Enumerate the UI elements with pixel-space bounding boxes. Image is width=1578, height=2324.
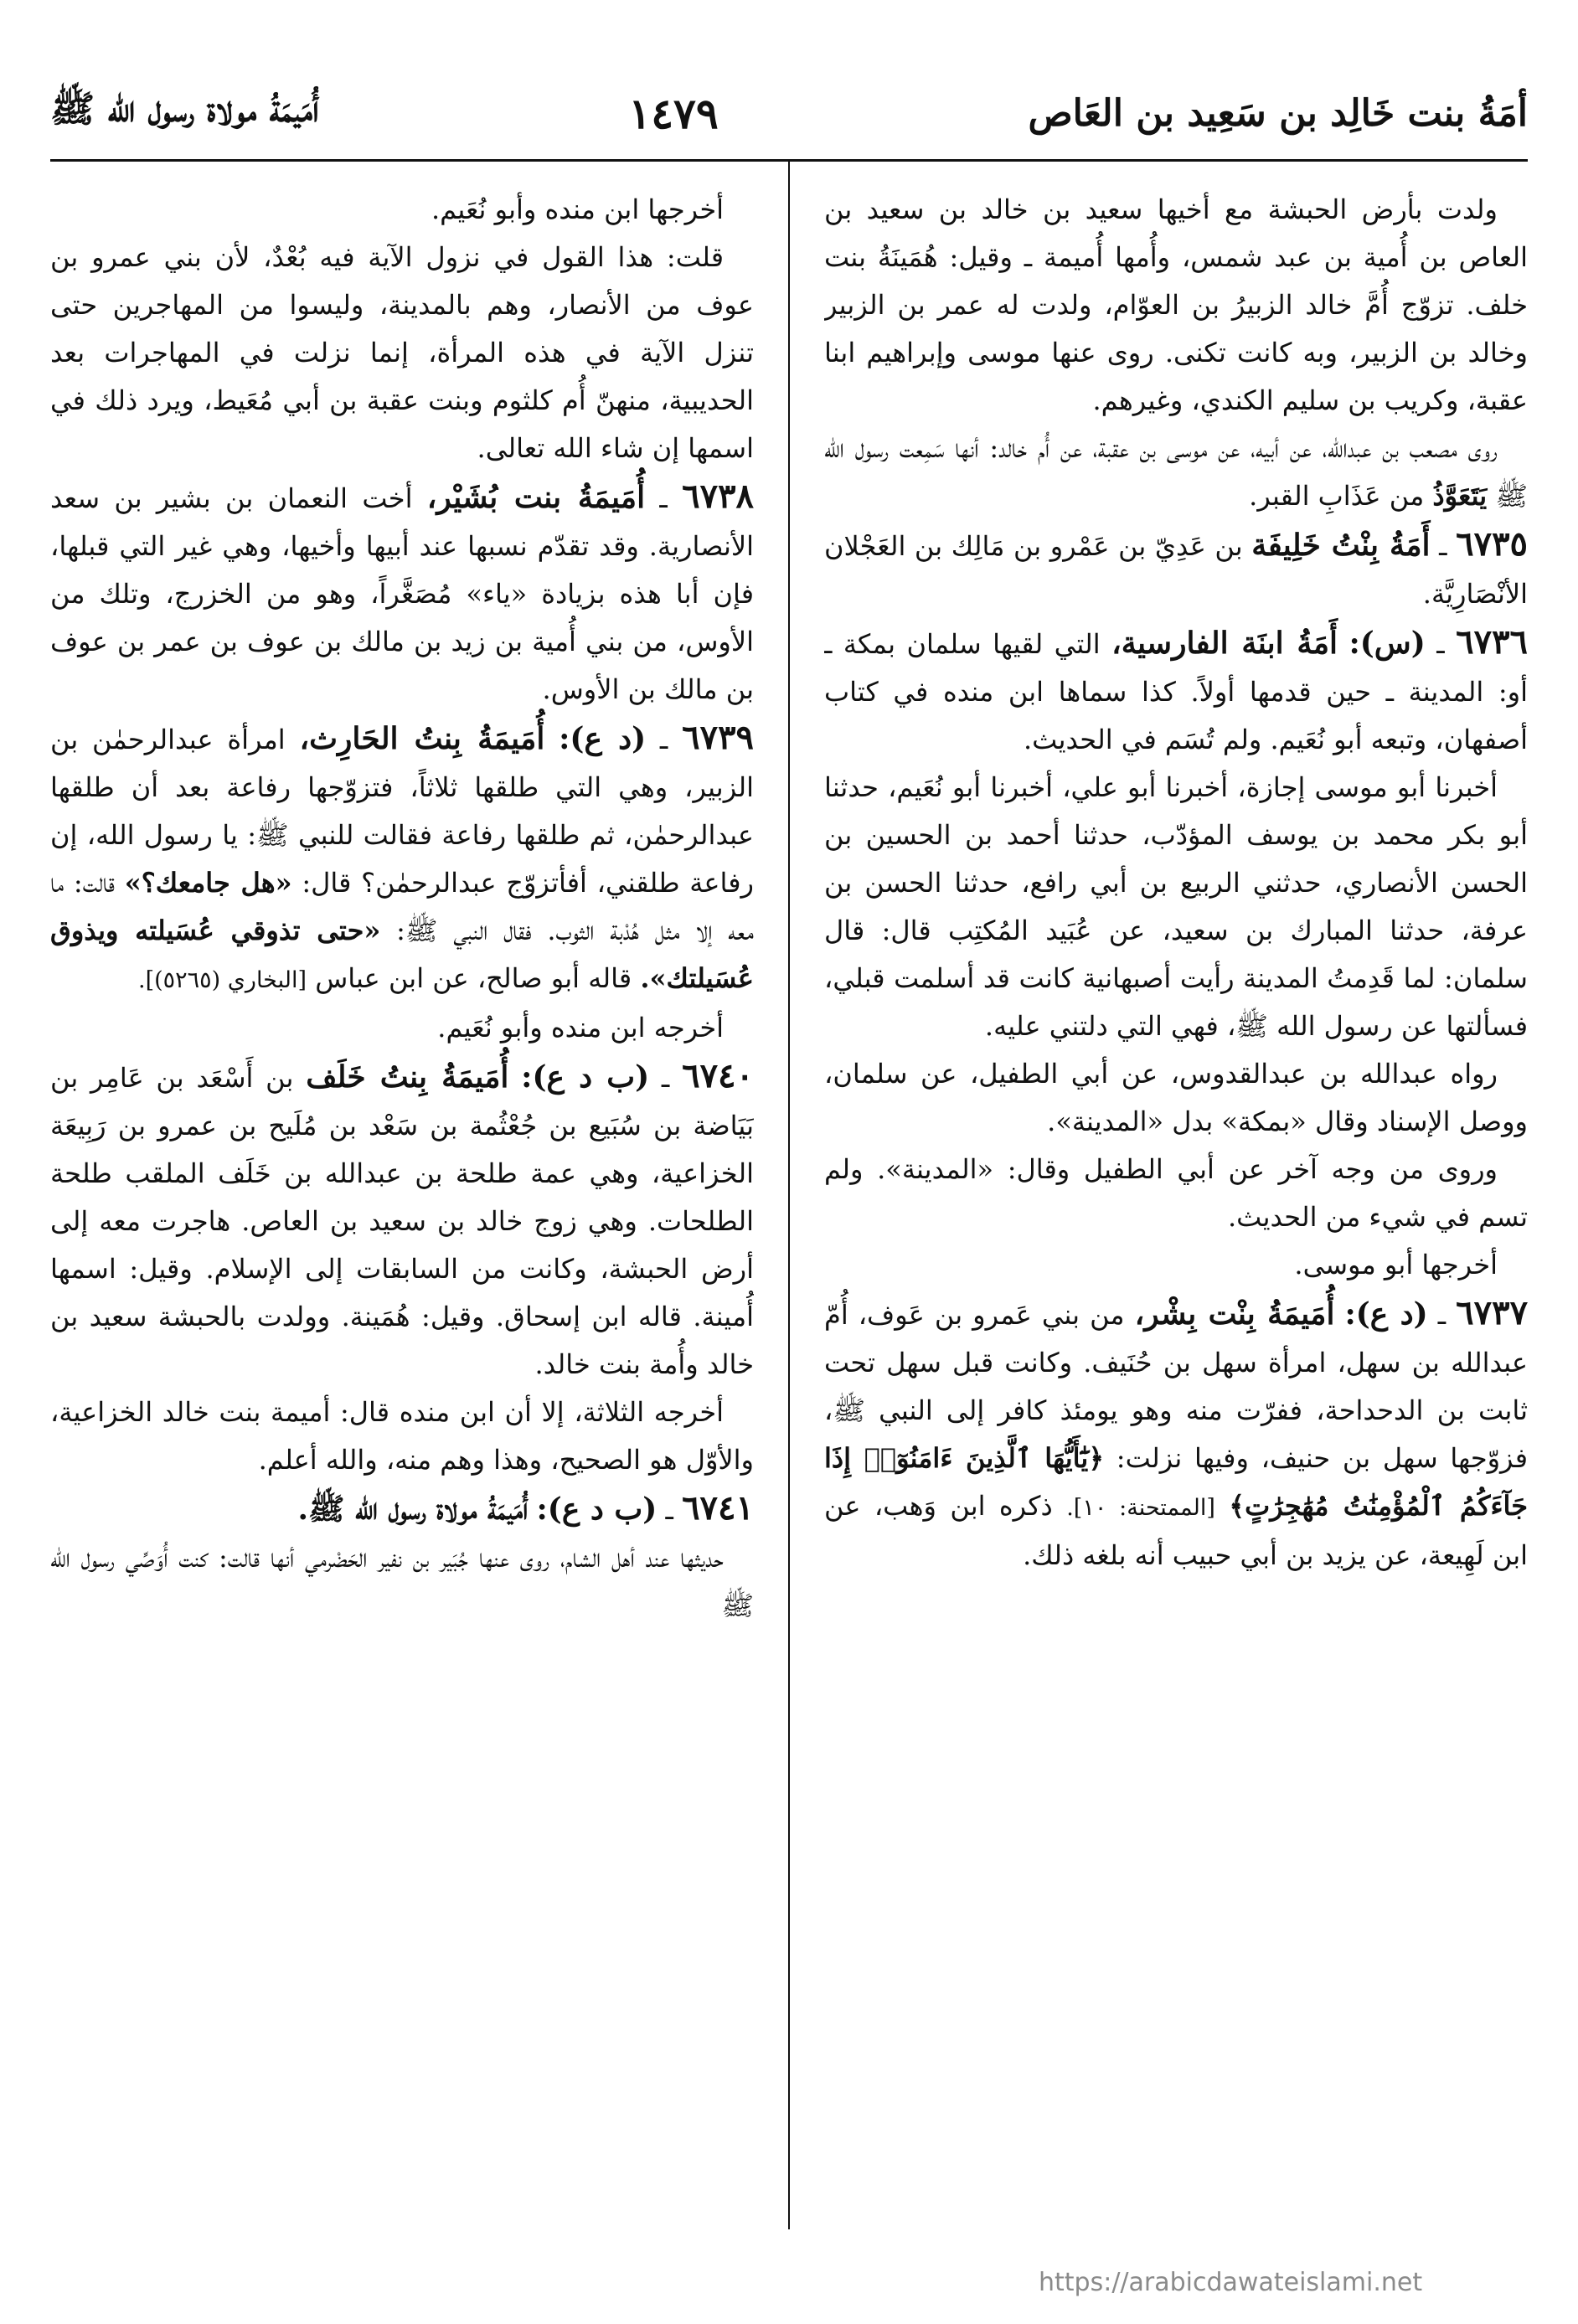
entry-text: قاله أبو صالح، عن ابن عباس [315,962,632,994]
hadith-reference: [البخاري (٥٢٦٥)]. [138,967,307,993]
paragraph: أخبرنا أبو موسى إجازة، أخبرنا أبو علي، أخبرنا أبو نُعَيم، حدثنا أبو بكر محمد بن يوسف المؤدّب، حدثنا أحمد بن الحسين بن الحسن الأنصاري، حدثني الربيع بن أبي رافع، حدثنا الحسن بن عرفة، حدثنا المبارك بن سعيد، عن عُبَيد المُكتِب قال: قال سلمان: لما قَدِمتُ المدينة رأيت أصبهانية كانت قد أسلمت قبلي، فسألتها عن رسول الله ﷺ، فهي التي دلتني عليه. [824,771,1528,1042]
paragraph: قلت: هذا القول في نزول الآية فيه بُعْدٌ، لأن بني عمرو بن عوف من الأنصار، وهم بالمدينة، وليسوا من المهاجرين حتى تنزل الآية في هذه المرأة، إنما نزلت في المهاجرات بعد الحديبية، منهنّ أُم كلثوم وبنت عقبة بن أبي مُعَيط، ويرد ذلك في اسمها إن شاء الله تعالى. [50,241,754,464]
entry-number: ٦٧٣٥ [1456,524,1528,564]
hadith-word: يَتَعَوَّذُ [1432,480,1488,512]
entry-name: أَمَةُ ابنَة الفارسية، [1111,626,1338,661]
entry-name: أَمَةُ بِنْتُ خَلِيفَة [1251,528,1431,563]
entry-number: ٦٧٣٧ [1456,1293,1528,1332]
entry-name: أُمَيمَةُ بِنْت بِشْر، [1134,1296,1335,1332]
entry-name: أُمَيمَةُ مولاة رسول الله ﷺ. [297,1492,529,1527]
entry-text: بن أَسْعَد بن عَامِر بن بَيَاضة بن سُبَيع بن جُعْثُمة بن سَعْد بن مُلَيح بن عمرو بن رَبِيعَة الخزاعية، وهي عمة طلحة بن عبدالله بن خَلَف الملقب طلحة الطلحات. وهي زوج خالد بن سعيد بن العاص. هاجرت معه إلى أرض الحبشة، وكانت من السابقات إلى الإسلام. وقيل: اسمها أُمينة. قاله ابن إسحاق. وقيل: هُمَينة. وولدت بالحبشة سعيد بن خالد وأُمة بنت خالد. [50,1062,754,1380]
quran-verse: ﴿يَٰٓأَيُّهَا ٱلَّذِينَ ءَامَنُوٓا۟ إِذَا جَآءَكُمُ ٱلْمُؤْمِنَٰتُ مُهَٰجِرَٰتٍ﴾ [824,1442,1528,1522]
entry-number: ٦٧٣٩ [682,718,754,757]
entry-text: ذكره ابن وَهب، عن ابن لَهِيعة، عن يزيد بن أبي حبيب أنه بلغه ذلك. [824,1490,1528,1571]
entry-text: من بني عَمرو بن عَوف، أُمّ عبدالله بن سهل، امرأة سهل بن حُنَيف. وكانت قبل سهل تحت ثابت بن الدحداحة، ففرّت منه وهو يومئذ كافر إلى النبي ﷺ، فزوّجها سهل بن حنيف، وفيها نزلت: [824,1299,1528,1474]
verse-reference: [الممتحنة: ١٠]. [1066,1495,1215,1521]
entry-number: ٦٧٤٠ [682,1056,754,1095]
paragraph: ولدت بأرض الحبشة مع أخيها سعيد بن خالد بن سعيد بن العاص بن أُمية بن عبد شمس، وأُمها أُميمة ـ وقيل: هُمَينَةُ بنت خلف. تزوّج أُمَّ خالد الزبيرُ بن العوّام، ولدت له عمر بن الزبير وخالد بن الزبير، وبه كانت تكنى. روى عنها موسى وإبراهيم ابنا عقبة، وكريب بن سليم الكندي، وغيرهم. [824,193,1528,416]
entry-tag: (د ع): [1344,1296,1428,1332]
paragraph: أخرجه ابن منده وأبو نُعَيم. [437,1012,724,1043]
entry-number: ٦٧٣٨ [682,477,754,516]
hadith-quote: «هل جامعك؟» [124,867,292,899]
entry-6738: ٦٧٣٨ ـ أُمَيمَةُ بنت بُشَيْر، أخت النعمان بن بشير بن سعد الأنصارية. وقد تقدّم نسبها عند أبيها وأخيها، وهي غير التي قبلها، فإن أبا هذه بزيادة «ياء» مُصَغَّراً، وهو من الخزرج، وتلك من الأوس، من بني أُمية بن زيد بن مالك بن عوف بن عمر بن عوف بن مالك بن الأوس. [50,477,754,705]
entry-tag: (ب د ع): [536,1492,658,1527]
paragraph: حديثها عند أهل الشام، روى عنها جُبَير بن نفير الحَضْرمي أنها قالت: كنت أُوَصِّي رسول الله ﷺ [50,1542,754,1621]
entry-text: قالت: ما معه إلا مثل هُدْبة الثوب. فقال النبي ﷺ: [50,867,754,946]
entry-name: أُمَيمَةُ بنت بُشَيْر، [426,480,646,515]
column-divider [788,161,790,2229]
entry-6740: ٦٧٤٠ ـ (ب د ع): أُمَيمَةُ بِنتُ خَلَف بن أَسْعَد بن عَامِر بن بَيَاضة بن سُبَيع بن جُعْثُمة بن سَعْد بن مُلَيح بن عمرو بن رَبِيعَة الخزاعية، وهي عمة طلحة بن عبدالله بن خَلَف الملقب طلحة الطلحات. وهي زوج خالد بن سعيد بن العاص. هاجرت معه إلى أرض الحبشة، وكانت من السابقات إلى الإسلام. وقيل: اسمها أُمينة. قاله ابن إسحاق. وقيل: هُمَينة. وولدت بالحبشة سعيد بن خالد وأُمة بنت خالد. [50,1056,754,1380]
paragraph-text: من عَذَابِ القبر. [1249,480,1425,512]
header-right-title: أمَةُ بنت خَالِد بن سَعِيد بن العَاص [1028,91,1528,135]
entry-6739: ٦٧٣٩ ـ (د ع): أُمَيمَةُ بِنتُ الحَارِث، امرأة عبدالرحمٰن بن الزبير، وهي التي طلقها ثلاثاً، فتزوّجها رفاعة بعد أن طلقها عبدالرحمٰن، ثم طلقها رفاعة فقالت للنبي ﷺ: يا رسول الله، إن رفاعة طلقني، أفأتزوّج عبدالرحمٰن؟ قال: «هل جامعك؟» قالت: ما معه إلا مثل هُدْبة الثوب. فقال النبي ﷺ: «حتى تذوقي عُسَيلته ويذوق عُسَيلتك». قاله أبو صالح، عن ابن عباس [البخاري (٥٢٦٥)]. [50,718,754,994]
entry-number: ٦٧٤١ [682,1488,754,1528]
header-left-title: أُمَيمَةُ مولاة رسول الله ﷺ [50,88,319,131]
paragraph: أخرجها أبو موسى. [1294,1249,1498,1281]
paragraph: وروى من وجه آخر عن أبي الطفيل وقال: «المدينة». ولم تسم في شيء من الحديث. [824,1153,1528,1233]
paragraph [824,425,1528,520]
paragraph: أخرجها ابن منده وأبو نُعَيم. [431,193,724,225]
entry-text: أخت النعمان بن بشير بن سعد الأنصارية. وقد تقدّم نسبها عند أبيها وأخيها، وهي غير التي قبلها، فإن أبا هذه بزيادة «ياء» مُصَغَّراً، وهو من الخزرج، وتلك من الأوس، من بني أُمية بن زيد بن مالك بن عوف بن عمر بن عوف بن مالك بن الأوس. [50,482,754,705]
right-column [824,186,1528,2229]
entry-6737: ٦٧٣٧ ـ (د ع): أُمَيمَةُ بِنْت بِشْر، من بني عَمرو بن عَوف، أُمّ عبدالله بن سهل، امرأة سهل بن حُنَيف. وكانت قبل سهل تحت ثابت بن الدحداحة، ففرّت منه وهو يومئذ كافر إلى النبي ﷺ، فزوّجها سهل بن حنيف، وفيها نزلت: ﴿يَٰٓأَيُّهَا ٱلَّذِينَ ءَامَنُوٓا۟ إِذَا جَآءَكُمُ ٱلْمُؤْمِنَٰتُ مُهَٰجِرَٰتٍ﴾ [الممتحنة: ١٠]. ذكره ابن وَهب، عن ابن لَهِيعة، عن يزيد بن أبي حبيب أنه بلغه ذلك. [824,1293,1528,1571]
entry-6736: ٦٧٣٦ ـ (س): أَمَةُ ابنَة الفارسية، التي لقيها سلمان بمكة ـ أو: المدينة ـ حين قدمها أولاً. كذا سماها ابن منده في كتاب أصفهان، وتبعه أبو نُعَيم. ولم تُسَم في الحديث. [824,622,1528,755]
entry-text: بن عَدِيّ بن عَمْرو بن مَالِك بن العَجْلان الأنْصَارِيَّة. [824,530,1528,610]
site-watermark: https://arabicdawateislami.net [1039,2268,1423,2297]
entry-tag: (ب د ع): [521,1059,650,1095]
paragraph: أخرجه الثلاثة، إلا أن ابن منده قال: أميمة بنت خالد الخزاعية، والأوّل هو الصحيح، وهذا وهم منه، والله أعلم. [50,1396,754,1476]
left-column [50,186,754,2229]
entry-number: ٦٧٣٦ [1456,622,1528,662]
paragraph-text: روى مصعب بن عبدالله، عن أبيه، عن موسى بن عقبة، عن أُم خالد: أنها سَمِعت رسول الله ﷺ [824,432,1528,512]
entry-tag: (س): [1349,626,1426,661]
hadith-quote: «حتى تذوقي عُسَيلته ويذوق عُسَيلتك». [50,915,754,994]
entry-6735: ٦٧٣٥ ـ أَمَةُ بِنْتُ خَلِيفَة بن عَدِيّ بن عَمْرو بن مَالِك بن العَجْلان الأنْصَارِيَّة. [824,524,1528,610]
paragraph: رواه عبدالله بن عبدالقدوس، عن أبي الطفيل، عن سلمان، ووصل الإسناد وقال «بمكة» بدل «المدينة». [824,1058,1528,1137]
entry-tag: (د ع): [559,721,647,756]
entry-name: أُمَيمَةُ بِنتُ خَلَف [306,1059,509,1095]
entry-6741: ٦٧٤١ ـ (ب د ع): أُمَيمَةُ مولاة رسول الله ﷺ. [297,1488,754,1528]
page-number: ١٤٧٩ [628,88,719,138]
entry-name: أُمَيمَةُ بِنتُ الحَارِث، [299,721,545,756]
entry-text: امرأة عبدالرحمٰن بن الزبير، وهي التي طلقها ثلاثاً، فتزوّجها رفاعة بعد أن طلقها عبدالرحمٰن، ثم طلقها رفاعة فقالت للنبي ﷺ: يا رسول الله، إن رفاعة طلقني، أفأتزوّج عبدالرحمٰن؟ قال: [50,724,754,899]
running-header [50,77,1528,149]
entry-text: التي لقيها سلمان بمكة ـ أو: المدينة ـ حين قدمها أولاً. كذا سماها ابن منده في كتاب أصفهان، وتبعه أبو نُعَيم. ولم تُسَم في الحديث. [824,628,1528,755]
